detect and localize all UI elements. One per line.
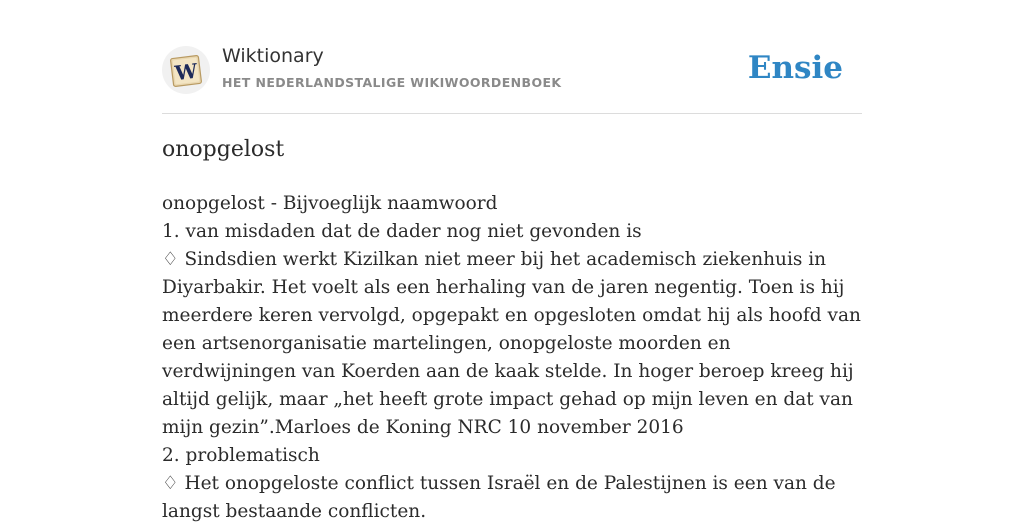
site-header	[162, 0, 862, 114]
ensie-brand-link[interactable]: Ensie	[747, 50, 843, 86]
definition-2: 2. problematisch	[162, 445, 320, 466]
site-name[interactable]: Wiktionary	[222, 45, 324, 67]
word-class-line: onopgelost - Bijvoeglijk naamwoord	[162, 193, 498, 214]
page	[162, 0, 862, 522]
example-1: ♢ Sindsdien werkt Kizilkan niet meer bij het academisch ziekenhuis in Diyarbakir. Het voelt als een herhaling van de jaren negentig. Toen is hij meerdere keren vervolgd, opgepakt en opgesloten omdat hij als hoofd van een artsenorganisatie martelingen, onopgeloste moorden en verdwijningen van Koerden aan de kaak stelde. In hoger beroep kreeg hij altijd gelijk, maar „het heeft grote impact gehad op mijn leven en dat van mijn gezin”.Marloes de Koning NRC 10 november 2016	[162, 249, 861, 438]
example-2: ♢ Het onopgeloste conflict tussen Israël en de Palestijnen is een van de langst bestaande conflicten.	[162, 473, 836, 522]
wiktionary-logo-icon[interactable]	[162, 46, 210, 94]
site-tagline: HET NEDERLANDSTALIGE WIKIWOORDENBOEK	[222, 75, 562, 90]
logo-letter: W	[173, 58, 199, 86]
definition-1: 1. van misdaden dat de dader nog niet gevonden is	[162, 221, 642, 242]
page-title: onopgelost	[162, 137, 285, 162]
definition-body	[162, 190, 862, 526]
